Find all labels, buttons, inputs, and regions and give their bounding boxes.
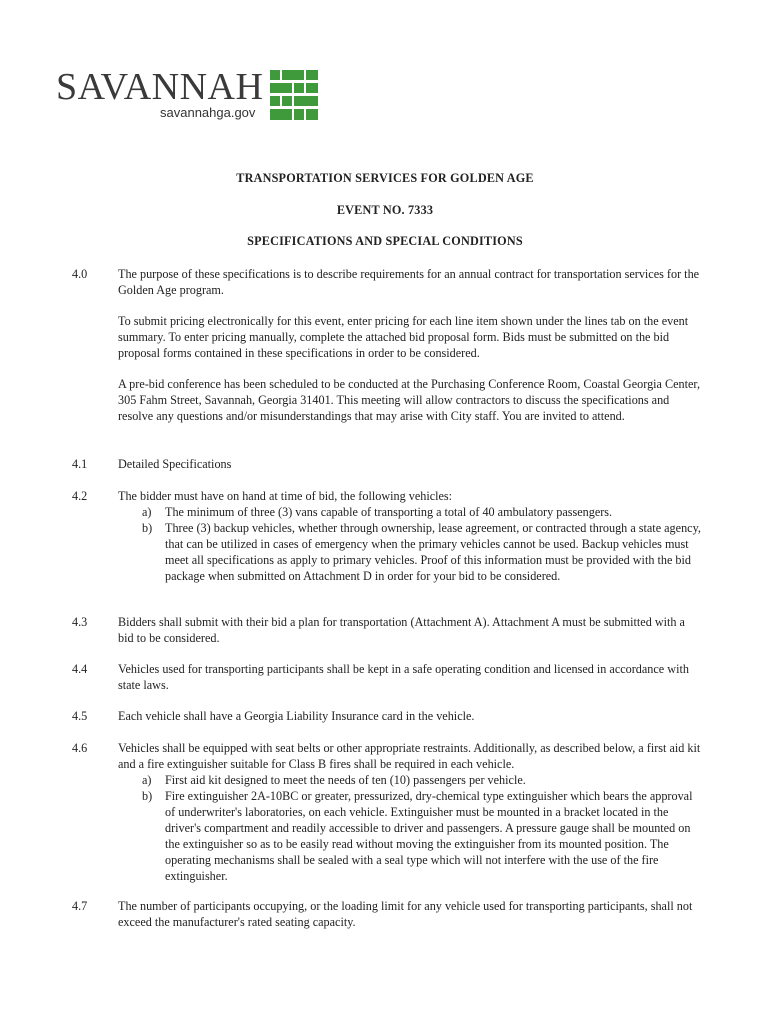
logo-url: savannahga.gov <box>160 105 256 120</box>
list-item <box>118 504 702 520</box>
section-number: 4.6 <box>72 741 88 755</box>
list-label: a) <box>142 773 152 787</box>
list-item <box>118 772 702 788</box>
document-title: TRANSPORTATION SERVICES FOR GOLDEN AGE <box>236 171 534 185</box>
paragraph: The purpose of these specifications is to describe requirements for an annual contract for transportation services for the Golden Age program. <box>118 267 700 297</box>
section-number: 4.1 <box>72 457 88 471</box>
section-title: SPECIFICATIONS AND SPECIAL CONDITIONS <box>247 234 523 248</box>
section-4-3 <box>72 614 702 646</box>
brick-grid-icon <box>270 70 318 120</box>
section-number: 4.0 <box>72 267 88 281</box>
list-text: The minimum of three (3) vans capable of transporting a total of 40 ambulatory passengers. <box>165 505 613 519</box>
paragraph: Bidders shall submit with their bid a plan for transportation (Attachment A). Attachment A must be submitted with a bid to be considered. <box>118 615 685 645</box>
section-4-7 <box>72 898 702 930</box>
paragraph: The number of participants occupying, or the loading limit for any vehicle used for transporting participants, shall not exceed the manufacturer's rated seating capacity. <box>118 899 693 929</box>
section-number: 4.5 <box>72 709 88 723</box>
section-4-0 <box>72 266 702 424</box>
logo-wordmark: SAVANNAH <box>56 66 264 108</box>
list-text: First aid kit designed to meet the needs of ten (10) passengers per vehicle. <box>165 773 526 787</box>
section-number: 4.3 <box>72 615 88 629</box>
list-label: a) <box>142 505 152 519</box>
paragraph: To submit pricing electronically for this event, enter pricing for each line item shown under the lines tab on the event summary. To enter pricing manually, complete the attached bid proposal form. Bids must be submitted on the bid proposal forms contained in these specifications in order to be considered. <box>118 314 689 360</box>
section-number: 4.4 <box>72 662 88 676</box>
section-number: 4.7 <box>72 899 88 913</box>
list-label: b) <box>142 521 153 535</box>
section-4-5 <box>72 708 702 724</box>
list-text: Three (3) backup vehicles, whether through ownership, lease agreement, or contracted through a state agency, that can be utilized in cases of emergency when the primary vehicles cannot be used. Backup vehicles must meet all specifications as apply to primary vehicles. Proof of this information must be provided with the bid package when submitted on Attachment D in order for your bid to be considered. <box>165 521 701 583</box>
list-text: Fire extinguisher 2A-10BC or greater, pressurized, dry-chemical type extinguisher which bears the approval of underwriter's laboratories, on each vehicle. Extinguisher must be mounted in a bracket located in the driver's compartment and readily accessible to driver and passengers. A pressure gauge shall be mounted on the extinguisher so as to be easily read without moving the extinguisher from its mounted position. The operating mechanisms shall be sealed with a seal type which will not interfere with the use of the fire extinguisher. <box>165 789 693 883</box>
section-number: 4.2 <box>72 489 88 503</box>
event-number: EVENT NO. 7333 <box>336 203 434 217</box>
list-label: b) <box>142 789 153 803</box>
section-4-2 <box>72 488 702 584</box>
list-item <box>118 520 702 584</box>
list-item <box>118 788 702 884</box>
paragraph: Vehicles used for transporting participants shall be kept in a safe operating condition and licensed in accordance with state laws. <box>118 662 689 692</box>
paragraph: Vehicles shall be equipped with seat belts or other appropriate restraints. Additionally, as described below, a first aid kit and a fire extinguisher suitable for Class B fires shall be required in each vehicle. <box>118 741 701 771</box>
savannah-logo <box>56 68 326 128</box>
paragraph: Each vehicle shall have a Georgia Liability Insurance card in the vehicle. <box>118 709 475 723</box>
paragraph: Detailed Specifications <box>118 457 232 471</box>
paragraph: A pre-bid conference has been scheduled to be conducted at the Purchasing Conference Room, Coastal Georgia Center, 305 Fahm Street, Savannah, Georgia 31401. This meeting will allow contractors to discuss the specifications and resolve any questions and/or misunderstandings that may arise with City staff. You are invited to attend. <box>118 377 701 423</box>
section-4-4 <box>72 661 702 693</box>
paragraph: The bidder must have on hand at time of bid, the following vehicles: <box>118 489 453 503</box>
section-4-1 <box>72 456 702 472</box>
section-4-6 <box>72 740 702 884</box>
